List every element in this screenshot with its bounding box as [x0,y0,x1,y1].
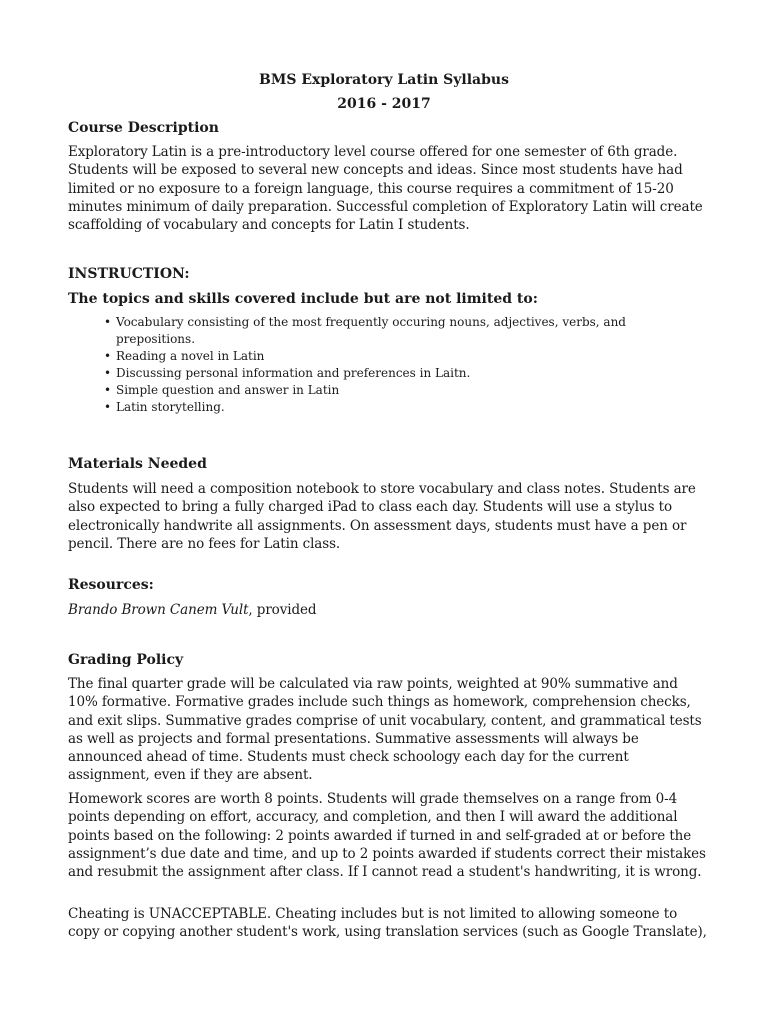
title-block [0,68,768,116]
resources-body [68,601,708,619]
list-item: • Simple question and answer in Latin [104,382,664,399]
grading-paragraph-1: The final quarter grade will be calculated via raw points, weighted at 90% summative and 10% formative. Formative grades include such things as homework, comprehension checks, and exit slips. Summative grades comprise of unit vocabulary, content, and grammatical tests as well as projects and formal presentations. Summative assessments will always be announced ahead of time. Students must check schoology each day for the current assignment, even if they are absent. [68,676,702,784]
list-item: • Latin storytelling. [104,399,664,416]
resources-heading: Resources: [68,577,154,593]
list-item: • Reading a novel in Latin [104,348,664,365]
materials-heading: Materials Needed [68,456,207,472]
materials-body: Students will need a composition notebook to store vocabulary and class notes. Students are also expected to bring a fully charged iPad to class each day. Students will use a stylus to electronically handwrite all assignments. On assessment days, students must have a pen or pencil. There are no fees for Latin class. [68,481,696,552]
cheating-paragraph: Cheating is UNACCEPTABLE. Cheating includes but is not limited to allowing someone to copy or copying another student's work, using translation services (such as Google Translate), [68,906,707,941]
resource-book-suffix: , provided [248,602,317,618]
resource-book-title: Brando Brown Canem Vult [68,602,249,618]
course-description-body: Exploratory Latin is a pre-introductory level course offered for one semester of 6th grade. Students will be exposed to several new concepts and ideas. Since most students have had limited or no exposure to a foreign language, this course requires a commitment of 15-20 minutes minimum of daily preparation. Successful completion of Exploratory Latin will create scaffolding of vocabulary and concepts for Latin I students. [68,144,703,234]
document-title: BMS Exploratory Latin Syllabus [259,72,509,88]
course-description-heading: Course Description [68,120,219,136]
list-item: • Discussing personal information and preferences in Laitn. [104,365,664,382]
grading-heading: Grading Policy [68,652,184,668]
list-item: • Vocabulary consisting of the most frequently occuring nouns, adjectives, verbs, and prepositions. [104,314,664,348]
topics-list [104,314,664,416]
grading-paragraph-2: Homework scores are worth 8 points. Students will grade themselves on a range from 0-4 points depending on effort, accuracy, and completion, and then I will award the additional points based on the following: 2 points awarded if turned in and self-graded at or before the assignment’s due date and time, and up to 2 points awarded if students correct their mistakes and resubmit the assignment after class. If I cannot read a student's handwriting, it is wrong. [68,791,706,881]
instruction-subheading: The topics and skills covered include but are not limited to: [68,291,538,307]
instruction-heading: INSTRUCTION: [68,266,190,282]
document-year: 2016 - 2017 [337,96,431,112]
